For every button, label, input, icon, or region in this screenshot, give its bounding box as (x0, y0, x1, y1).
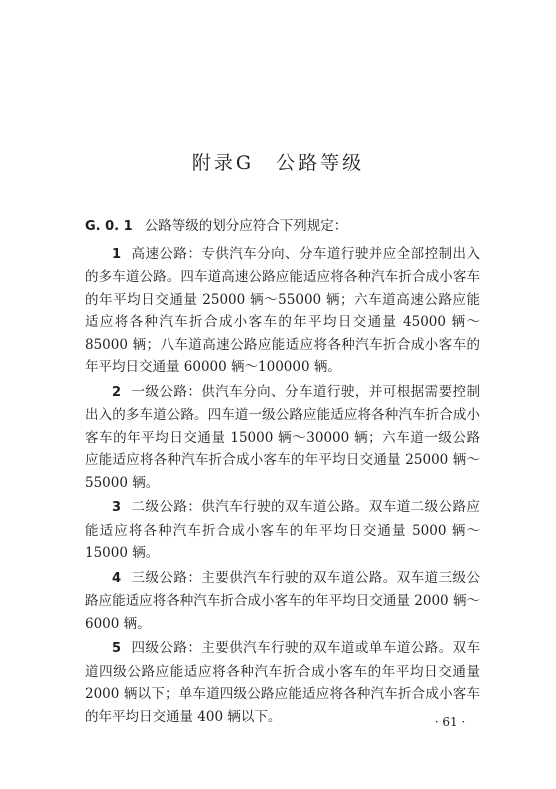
list-item (85, 381, 480, 495)
item-number: 4 (112, 570, 122, 586)
clause-text: 公路等级的划分应符合下列规定： (144, 218, 348, 234)
item-number: 2 (112, 384, 122, 400)
item-text: 三级公路：主要供汽车行驶的双车道公路。双车道三级公路应能适应将各种汽车折合成小客车的年平均日交通量 2000 辆～6000 辆。 (85, 569, 480, 632)
item-number: 5 (112, 641, 122, 656)
item-text: 一级公路：供汽车分向、分车道行驶，并可根据需要控制出入的多车道公路。四车道一级公路应能适应将各种汽车折合成小客车的年平均日交通量 15000 辆～30000 辆；六车道一级公路应能适应将各种汽车折合成小客车的年平均日交通量 25000 辆～55000 辆。 (85, 383, 480, 491)
list-item (85, 567, 480, 636)
body-content (85, 215, 480, 730)
appendix-title: 附录G 公路等级 (191, 152, 365, 174)
item-text: 二级公路：供汽车行驶的双车道公路。双车道二级公路应能适应将各种汽车折合成小客车的年平均日交通量 5000 辆～15000 辆。 (85, 499, 480, 561)
list-item (85, 243, 480, 379)
clause-number: G. 0. 1 (85, 219, 133, 234)
item-text: 高速公路：专供汽车分向、分车道行驶并应全部控制出入的多车道公路。四车道高速公路应能适应将各种汽车折合成小客车的年平均日交通量 25000 辆～55000 辆；六车道高速公路应能适应将各种汽车折合成小客车的年平均日交通量 45000 辆～85000 辆；八车道高速公路应能适应将各种汽车折合成小客车的年平均日交通量 60000 辆～100000 辆。 (85, 245, 480, 375)
item-number: 1 (112, 246, 122, 262)
page-number: · 61 · (434, 715, 466, 729)
item-text: 四级公路：主要供汽车行驶的双车道或单车道公路。双车道四级公路应能适应将各种汽车折合成小客车的年平均日交通量 2000 辆以下；单车道四级公路应能适应将各种汽车折合成小客车的年平均日交通量 400 辆以下。 (85, 640, 480, 725)
list-item (85, 496, 480, 565)
item-number: 3 (112, 500, 122, 515)
clause-heading (85, 215, 480, 239)
